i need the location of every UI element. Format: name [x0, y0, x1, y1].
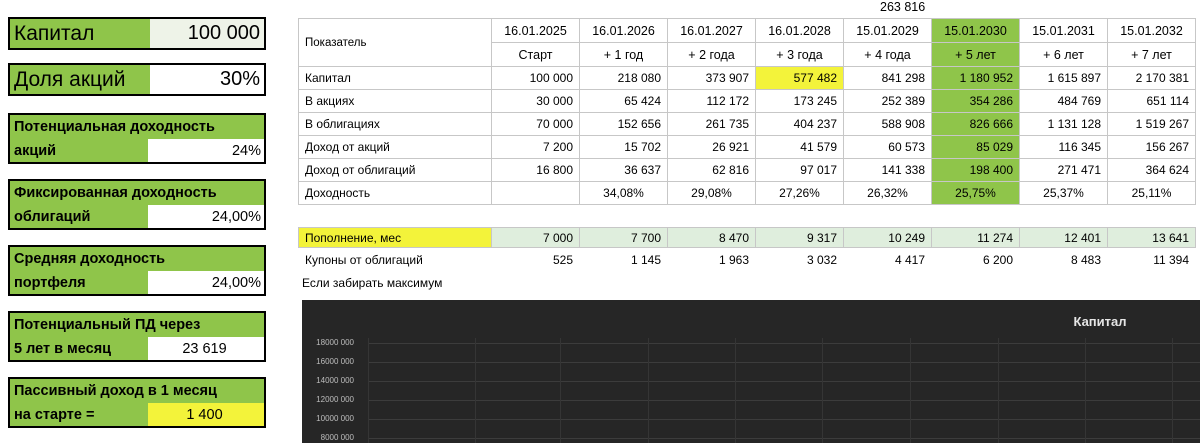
table-cell[interactable]: 7 200 — [492, 136, 580, 159]
chart-title: Капитал — [1073, 314, 1127, 329]
table-cell[interactable]: 2 170 381 — [1108, 67, 1196, 90]
table-cell[interactable]: 8 483 — [1070, 253, 1101, 267]
table-cell[interactable]: 16 800 — [492, 159, 580, 182]
bond-yield-field — [8, 179, 266, 230]
period-cell-highlighted[interactable]: + 5 лет — [932, 43, 1020, 67]
table-cell[interactable]: 4 417 — [894, 253, 925, 267]
table-cell[interactable]: 484 769 — [1020, 90, 1108, 113]
stock-share-field — [8, 63, 266, 96]
period-cell[interactable]: + 7 лет — [1108, 43, 1196, 67]
table-cell[interactable]: 36 637 — [580, 159, 668, 182]
row-label[interactable]: Капитал — [299, 67, 492, 90]
table-cell[interactable]: 404 237 — [756, 113, 844, 136]
passive-5y-field — [8, 311, 266, 362]
deposits-label[interactable]: Пополнение, мес — [299, 228, 492, 248]
bond-yield-label-2: облигаций — [14, 208, 91, 225]
portfolio-yield-value[interactable]: 24,00% — [148, 271, 264, 294]
stock-share-label: Доля акций — [14, 67, 126, 91]
table-cell[interactable]: 41 579 — [756, 136, 844, 159]
vertical-gridline — [1085, 338, 1086, 443]
period-cell[interactable]: + 6 лет — [1020, 43, 1108, 67]
passive-5y-value[interactable]: 23 619 — [148, 337, 264, 360]
gridline — [368, 362, 1200, 363]
deposits-table — [298, 227, 1196, 273]
table-cell[interactable]: 651 114 — [1108, 90, 1196, 113]
table-cell-highlighted[interactable]: 826 666 — [932, 113, 1020, 136]
table-cell[interactable]: 218 080 — [580, 67, 668, 90]
row-label[interactable]: В акциях — [299, 90, 492, 113]
table-cell[interactable]: 25,37% — [1020, 182, 1108, 205]
table-cell[interactable]: 15 702 — [580, 136, 668, 159]
table-cell[interactable]: 11 274 — [932, 228, 1020, 248]
capital-value[interactable]: 100 000 — [150, 19, 264, 48]
stock-yield-value[interactable]: 24% — [148, 139, 264, 162]
table-cell[interactable]: 373 907 — [668, 67, 756, 90]
table-cell[interactable]: 1 145 — [630, 253, 661, 267]
portfolio-yield-field — [8, 245, 266, 296]
table-row — [299, 159, 1196, 182]
passive-5y-label-2: 5 лет в месяц — [14, 340, 112, 357]
date-cell-highlighted[interactable]: 15.01.2030 — [932, 19, 1020, 43]
table-cell[interactable]: 25,11% — [1108, 182, 1196, 205]
table-cell[interactable]: 97 017 — [756, 159, 844, 182]
table-cell[interactable]: 1 519 267 — [1108, 113, 1196, 136]
row-label[interactable]: В облигациях — [299, 113, 492, 136]
passive-5y-label-1: Потенциальный ПД через — [14, 317, 201, 333]
gridline — [368, 400, 1200, 401]
table-cell[interactable]: 3 032 — [806, 253, 837, 267]
deposits-row — [299, 228, 1196, 248]
table-cell[interactable]: 156 267 — [1108, 136, 1196, 159]
y-tick-label: 16000 000 — [316, 357, 354, 366]
period-cell[interactable]: + 4 года — [844, 43, 932, 67]
table-cell[interactable]: 7 700 — [580, 228, 668, 248]
row-label[interactable]: Доходность — [299, 182, 492, 205]
y-tick-label: 8000 000 — [320, 433, 354, 442]
gridline — [368, 419, 1200, 420]
table-row — [299, 113, 1196, 136]
table-cell[interactable]: 70 000 — [492, 113, 580, 136]
table-cell[interactable]: 62 816 — [668, 159, 756, 182]
passive-start-label-1: Пассивный доход в 1 месяц — [14, 383, 217, 399]
vertical-gridline — [910, 338, 911, 443]
table-cell[interactable]: 27,26% — [756, 182, 844, 205]
table-cell-highlighted[interactable]: 354 286 — [932, 90, 1020, 113]
table-cell[interactable]: 252 389 — [844, 90, 932, 113]
table-row — [299, 136, 1196, 159]
coupons-label[interactable]: Купоны от облигаций — [305, 253, 423, 267]
table-cell[interactable]: 364 624 — [1108, 159, 1196, 182]
table-cell[interactable]: 26,32% — [844, 182, 932, 205]
table-cell[interactable]: 141 338 — [844, 159, 932, 182]
table-row — [299, 90, 1196, 113]
date-cell[interactable]: 15.01.2032 — [1108, 19, 1196, 43]
table-cell[interactable]: 7 000 — [492, 228, 580, 248]
stock-yield-label-1: Потенциальная доходность — [14, 119, 215, 135]
table-row — [299, 182, 1196, 205]
date-cell[interactable]: 15.01.2031 — [1020, 19, 1108, 43]
table-cell-highlighted[interactable]: 198 400 — [932, 159, 1020, 182]
vertical-gridline — [822, 338, 823, 443]
vertical-gridline — [368, 338, 369, 443]
portfolio-yield-label-1: Средняя доходность — [14, 251, 166, 267]
passive-start-value[interactable]: 1 400 — [148, 403, 264, 426]
header-label-cell: Показатель — [299, 19, 492, 67]
table-cell[interactable]: 525 — [552, 253, 573, 267]
table-cell[interactable]: 34,08% — [580, 182, 668, 205]
table-cell[interactable]: 1 615 897 — [1020, 67, 1108, 90]
table-cell[interactable]: 29,08% — [668, 182, 756, 205]
stock-share-value[interactable]: 30% — [150, 65, 264, 94]
table-cell[interactable]: 173 245 — [756, 90, 844, 113]
table-cell[interactable] — [492, 182, 580, 205]
table-cell[interactable]: 261 735 — [668, 113, 756, 136]
table-cell[interactable]: 100 000 — [492, 67, 580, 90]
table-cell[interactable]: 26 921 — [668, 136, 756, 159]
portfolio-yield-label-2: портфеля — [14, 274, 86, 291]
y-tick-label: 10000 000 — [316, 414, 354, 423]
row-label[interactable]: Доход от акций — [299, 136, 492, 159]
table-cell[interactable]: 116 345 — [1020, 136, 1108, 159]
gridline — [368, 438, 1200, 439]
date-cell[interactable]: 16.01.2025 — [492, 19, 580, 43]
table-cell[interactable]: 60 573 — [844, 136, 932, 159]
gridline — [368, 343, 1200, 344]
vertical-gridline — [1172, 338, 1173, 443]
date-cell[interactable]: 16.01.2026 — [580, 19, 668, 43]
table-cell[interactable]: 112 172 — [668, 90, 756, 113]
capital-label: Капитал — [14, 21, 95, 45]
table-cell[interactable]: 1 963 — [718, 253, 749, 267]
table-cell[interactable]: 30 000 — [492, 90, 580, 113]
coupons-row — [299, 248, 1196, 273]
table-cell[interactable]: 8 470 — [668, 228, 756, 248]
table-cell[interactable]: 1 131 128 — [1020, 113, 1108, 136]
floating-cell-value: 263 816 — [880, 0, 926, 14]
date-cell[interactable]: 15.01.2029 — [844, 19, 932, 43]
period-cell[interactable]: + 1 год — [580, 43, 668, 67]
capital-field — [8, 17, 266, 50]
table-cell[interactable]: 13 641 — [1108, 228, 1196, 248]
table-row — [299, 67, 1196, 90]
vertical-gridline — [560, 338, 561, 443]
period-cell[interactable]: + 2 года — [668, 43, 756, 67]
vertical-gridline — [998, 338, 999, 443]
forecast-table — [298, 18, 1196, 205]
y-tick-label: 12000 000 — [316, 395, 354, 404]
table-cell[interactable]: 588 908 — [844, 113, 932, 136]
table-cell-highlighted[interactable]: 85 029 — [932, 136, 1020, 159]
passive-start-field — [8, 377, 266, 428]
table-cell[interactable]: 271 471 — [1020, 159, 1108, 182]
row-label[interactable]: Доход от облигаций — [299, 159, 492, 182]
table-cell[interactable]: 12 401 — [1020, 228, 1108, 248]
gridline — [368, 381, 1200, 382]
y-tick-label: 18000 000 — [316, 338, 354, 347]
table-cell[interactable]: 152 656 — [580, 113, 668, 136]
date-cell[interactable]: 16.01.2027 — [668, 19, 756, 43]
table-cell[interactable]: 841 298 — [844, 67, 932, 90]
vertical-gridline — [735, 338, 736, 443]
period-cell[interactable]: Старт — [492, 43, 580, 67]
passive-start-label-2: на старте = — [14, 406, 95, 423]
table-cell-highlighted[interactable]: 577 482 — [756, 67, 844, 90]
table-cell-highlighted[interactable]: 25,75% — [932, 182, 1020, 205]
vertical-gridline — [475, 338, 476, 443]
table-cell[interactable]: 11 394 — [1153, 253, 1189, 267]
period-cell[interactable]: + 3 года — [756, 43, 844, 67]
table-cell[interactable]: 6 200 — [982, 253, 1013, 267]
max-withdraw-note[interactable]: Если забирать максимум — [302, 276, 443, 290]
stock-yield-field — [8, 113, 266, 164]
bond-yield-value[interactable]: 24,00% — [148, 205, 264, 228]
bond-yield-label-1: Фиксированная доходность — [14, 185, 217, 201]
table-cell-highlighted[interactable]: 1 180 952 — [932, 67, 1020, 90]
table-cell[interactable]: 9 317 — [756, 228, 844, 248]
table-cell[interactable]: 65 424 — [580, 90, 668, 113]
stock-yield-label-2: акций — [14, 142, 57, 159]
vertical-gridline — [648, 338, 649, 443]
table-cell[interactable]: 10 249 — [844, 228, 932, 248]
y-tick-label: 14000 000 — [316, 376, 354, 385]
date-cell[interactable]: 16.01.2028 — [756, 19, 844, 43]
